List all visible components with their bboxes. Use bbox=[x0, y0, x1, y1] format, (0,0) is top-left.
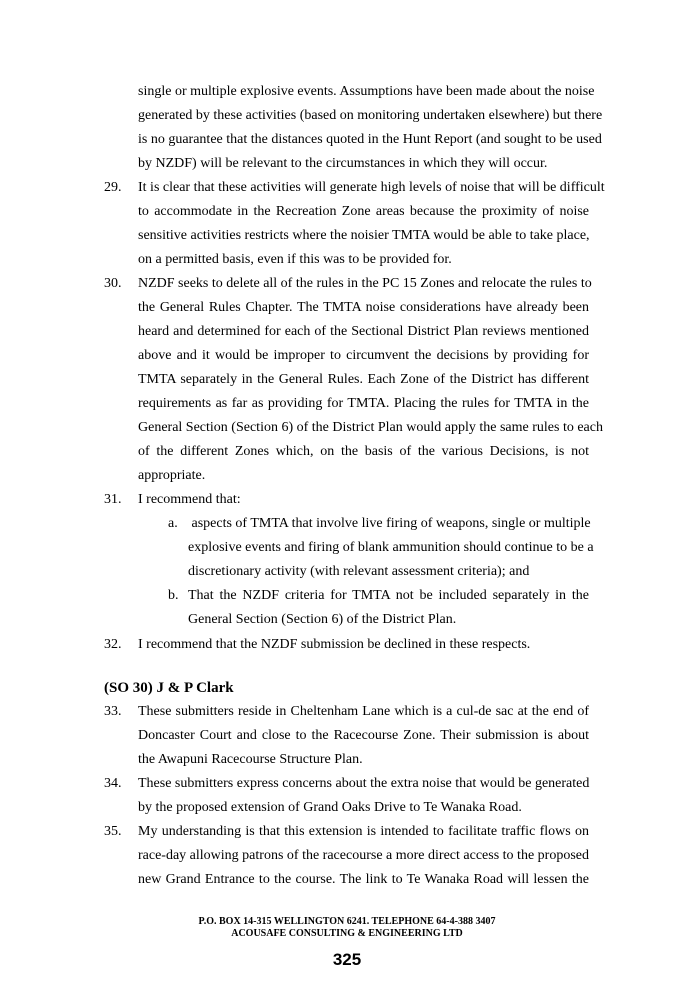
text-line: heard and determined for each of the Sectional District Plan reviews mentioned bbox=[138, 324, 589, 339]
text-line: the Awapuni Racecourse Structure Plan. bbox=[138, 752, 363, 767]
text-line: aspects of TMTA that involve live firing of weapons, single or multiple bbox=[188, 516, 591, 531]
text-line: requirements as far as providing for TMTA. Placing the rules for TMTA in the bbox=[138, 396, 589, 411]
section-heading: (SO 30) J & P Clark bbox=[104, 680, 234, 696]
text-line: single or multiple explosive events. Assumptions have been made about the noise bbox=[138, 84, 595, 99]
text-line: of the different Zones which, on the basis of the various Decisions, is not bbox=[138, 444, 589, 459]
text-line: race-day allowing patrons of the racecourse a more direct access to the proposed bbox=[138, 848, 589, 863]
text-line: sensitive activities restricts where the noisier TMTA would be able to take place, bbox=[138, 228, 590, 243]
text-line: TMTA separately in the General Rules. Each Zone of the District has different bbox=[138, 372, 589, 387]
text-line: General Section (Section 6) of the District Plan would apply the same rules to each bbox=[138, 420, 603, 435]
list-marker: b. bbox=[168, 588, 179, 603]
text-line: above and it would be improper to circumvent the decisions by providing for bbox=[138, 348, 589, 363]
text-line: My understanding is that this extension is intended to facilitate traffic flows on bbox=[138, 824, 589, 839]
paragraph-number: 29. bbox=[104, 180, 122, 195]
text-line: I recommend that: bbox=[138, 492, 241, 507]
text-line: Doncaster Court and close to the Racecourse Zone. Their submission is about bbox=[138, 728, 589, 743]
paragraph-number: 34. bbox=[104, 776, 122, 791]
paragraph-number: 31. bbox=[104, 492, 122, 507]
text-line: explosive events and firing of blank ammunition should continue to be a bbox=[188, 540, 594, 555]
footer-company: ACOUSAFE CONSULTING & ENGINEERING LTD bbox=[231, 928, 463, 939]
paragraph-number: 32. bbox=[104, 637, 122, 652]
text-line: I recommend that the NZDF submission be declined in these respects. bbox=[138, 637, 531, 652]
paragraph-number: 33. bbox=[104, 704, 122, 719]
text-line: on a permitted basis, even if this was to be provided for. bbox=[138, 252, 452, 267]
text-line: to accommodate in the Recreation Zone areas because the proximity of noise bbox=[138, 204, 589, 219]
page-number: 325 bbox=[332, 950, 362, 969]
text-line: That the NZDF criteria for TMTA not be included separately in the bbox=[188, 588, 589, 603]
text-line: new Grand Entrance to the course. The link to Te Wanaka Road will lessen the bbox=[138, 872, 589, 887]
text-line: These submitters reside in Cheltenham Lane which is a cul-de sac at the end of bbox=[138, 704, 589, 719]
text-line: These submitters express concerns about the extra noise that would be generated bbox=[138, 776, 590, 791]
text-line: appropriate. bbox=[138, 468, 206, 483]
paragraph-number: 35. bbox=[104, 824, 122, 839]
list-marker: a. bbox=[168, 516, 178, 531]
footer-address: P.O. BOX 14-315 WELLINGTON 6241. TELEPHONE 64-4-388 3407 bbox=[198, 916, 496, 927]
text-line: generated by these activities (based on monitoring undertaken elsewhere) but there bbox=[138, 108, 603, 123]
text-line: NZDF seeks to delete all of the rules in the PC 15 Zones and relocate the rules to bbox=[138, 276, 592, 291]
text-line: by the proposed extension of Grand Oaks Drive to Te Wanaka Road. bbox=[138, 800, 522, 815]
text-line: is no guarantee that the distances quoted in the Hunt Report (and sought to be used bbox=[138, 132, 602, 147]
text-line: the General Rules Chapter. The TMTA noise considerations have already been bbox=[138, 300, 589, 315]
text-line: by NZDF) will be relevant to the circumstances in which they will occur. bbox=[138, 156, 548, 171]
paragraph-number: 30. bbox=[104, 276, 122, 291]
text-line: It is clear that these activities will generate high levels of noise that will be difficult bbox=[138, 180, 605, 195]
text-line: discretionary activity (with relevant assessment criteria); and bbox=[188, 564, 530, 579]
text-line: General Section (Section 6) of the District Plan. bbox=[188, 612, 457, 627]
